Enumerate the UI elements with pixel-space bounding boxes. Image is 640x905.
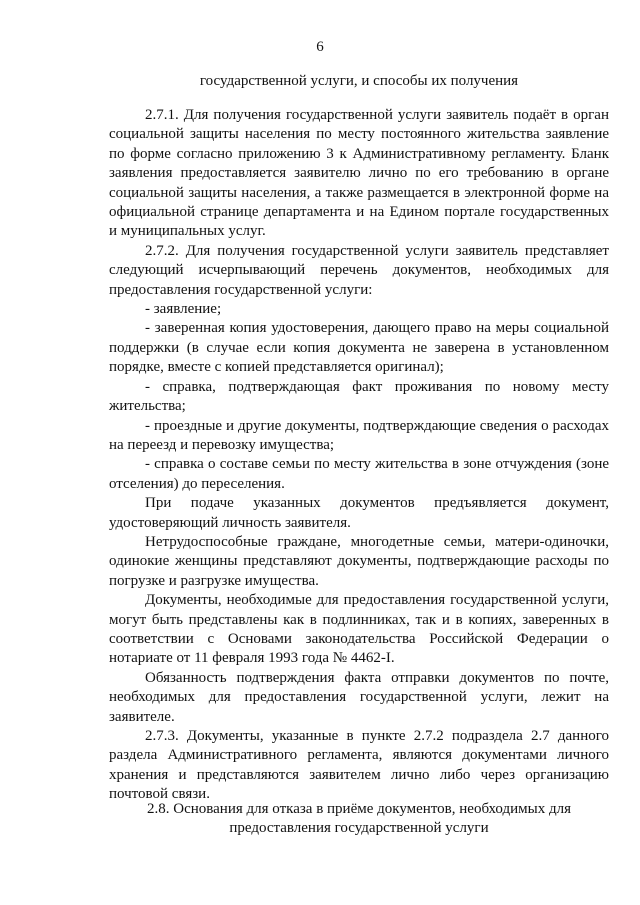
list-item-application: - заявление;	[145, 301, 222, 318]
list-item-residence-certificate: - справка, подтверждающая факт проживания по новому месту жительства;	[109, 378, 609, 415]
paragraph-loading-expenses: Нетрудоспособные граждане, многодетные семьи, матери-одиночки, одинокие женщины представляют документы, подтверждающие расходы по погрузке и разгрузке имущества.	[109, 533, 609, 589]
page-number: 6	[316, 39, 324, 55]
list-item-family-certificate: - справка о составе семьи по месту жительства в зоне отчуждения (зоне отселения) до переселения.	[109, 456, 609, 492]
list-item-travel-documents: - проездные и другие документы, подтверждающие сведения о расходах на переезд и перевозку имущества;	[109, 417, 609, 453]
paragraph-document-forms: Документы, необходимые для предоставления государственной услуги, могут быть представлены как в подлинниках, так и в копиях, заверенных в соответствии с Основами законодательства Российской Федерации о нотариате от 11 февраля 1993 года № 4462-I.	[109, 592, 609, 667]
paragraph-postal-obligation: Обязанность подтверждения факта отправки документов по почте, необходимых для предоставления государственной услуги, лежит на заявителе.	[109, 669, 609, 725]
document-body	[109, 106, 609, 805]
section-heading-continued: государственной услуги, и способы их получения	[199, 73, 519, 89]
list-item-certificate-copy: - заверенная копия удостоверения, дающего право на меры социальной поддержки (в случае если копия документа не заверена в установленном порядке, вместе с копией представляется оригинал);	[109, 320, 609, 376]
section-heading-2-8: 2.8. Основания для отказа в приёме документов, необходимых для предоставления государственной услуги	[147, 801, 571, 836]
paragraph-identity-document: При подаче указанных документов предъявляется документ, удостоверяющий личность заявителя.	[109, 495, 609, 531]
paragraph-2-7-2: 2.7.2. Для получения государственной услуги заявитель представляет следующий исчерпывающий перечень документов, необходимых для предоставления государственной услуги:	[109, 242, 609, 298]
paragraph-2-7-3: 2.7.3. Документы, указанные в пункте 2.7.2 подраздела 2.7 данного раздела Административного регламента, являются документами личного хранения и представляются заявителем лично либо через организацию почтовой связи.	[109, 728, 609, 803]
paragraph-2-7-1: 2.7.1. Для получения государственной услуги заявитель подаёт в орган социальной защиты населения по месту постоянного жительства заявление по форме согласно приложению 3 к Административному регламенту. Бланк заявления предоставляется заявителю лично по его требованию в органе социальной защиты населения, а также размещается в электронной форме на официальной странице департамента и на Едином портале государственных и муниципальных услуг.	[109, 107, 609, 240]
